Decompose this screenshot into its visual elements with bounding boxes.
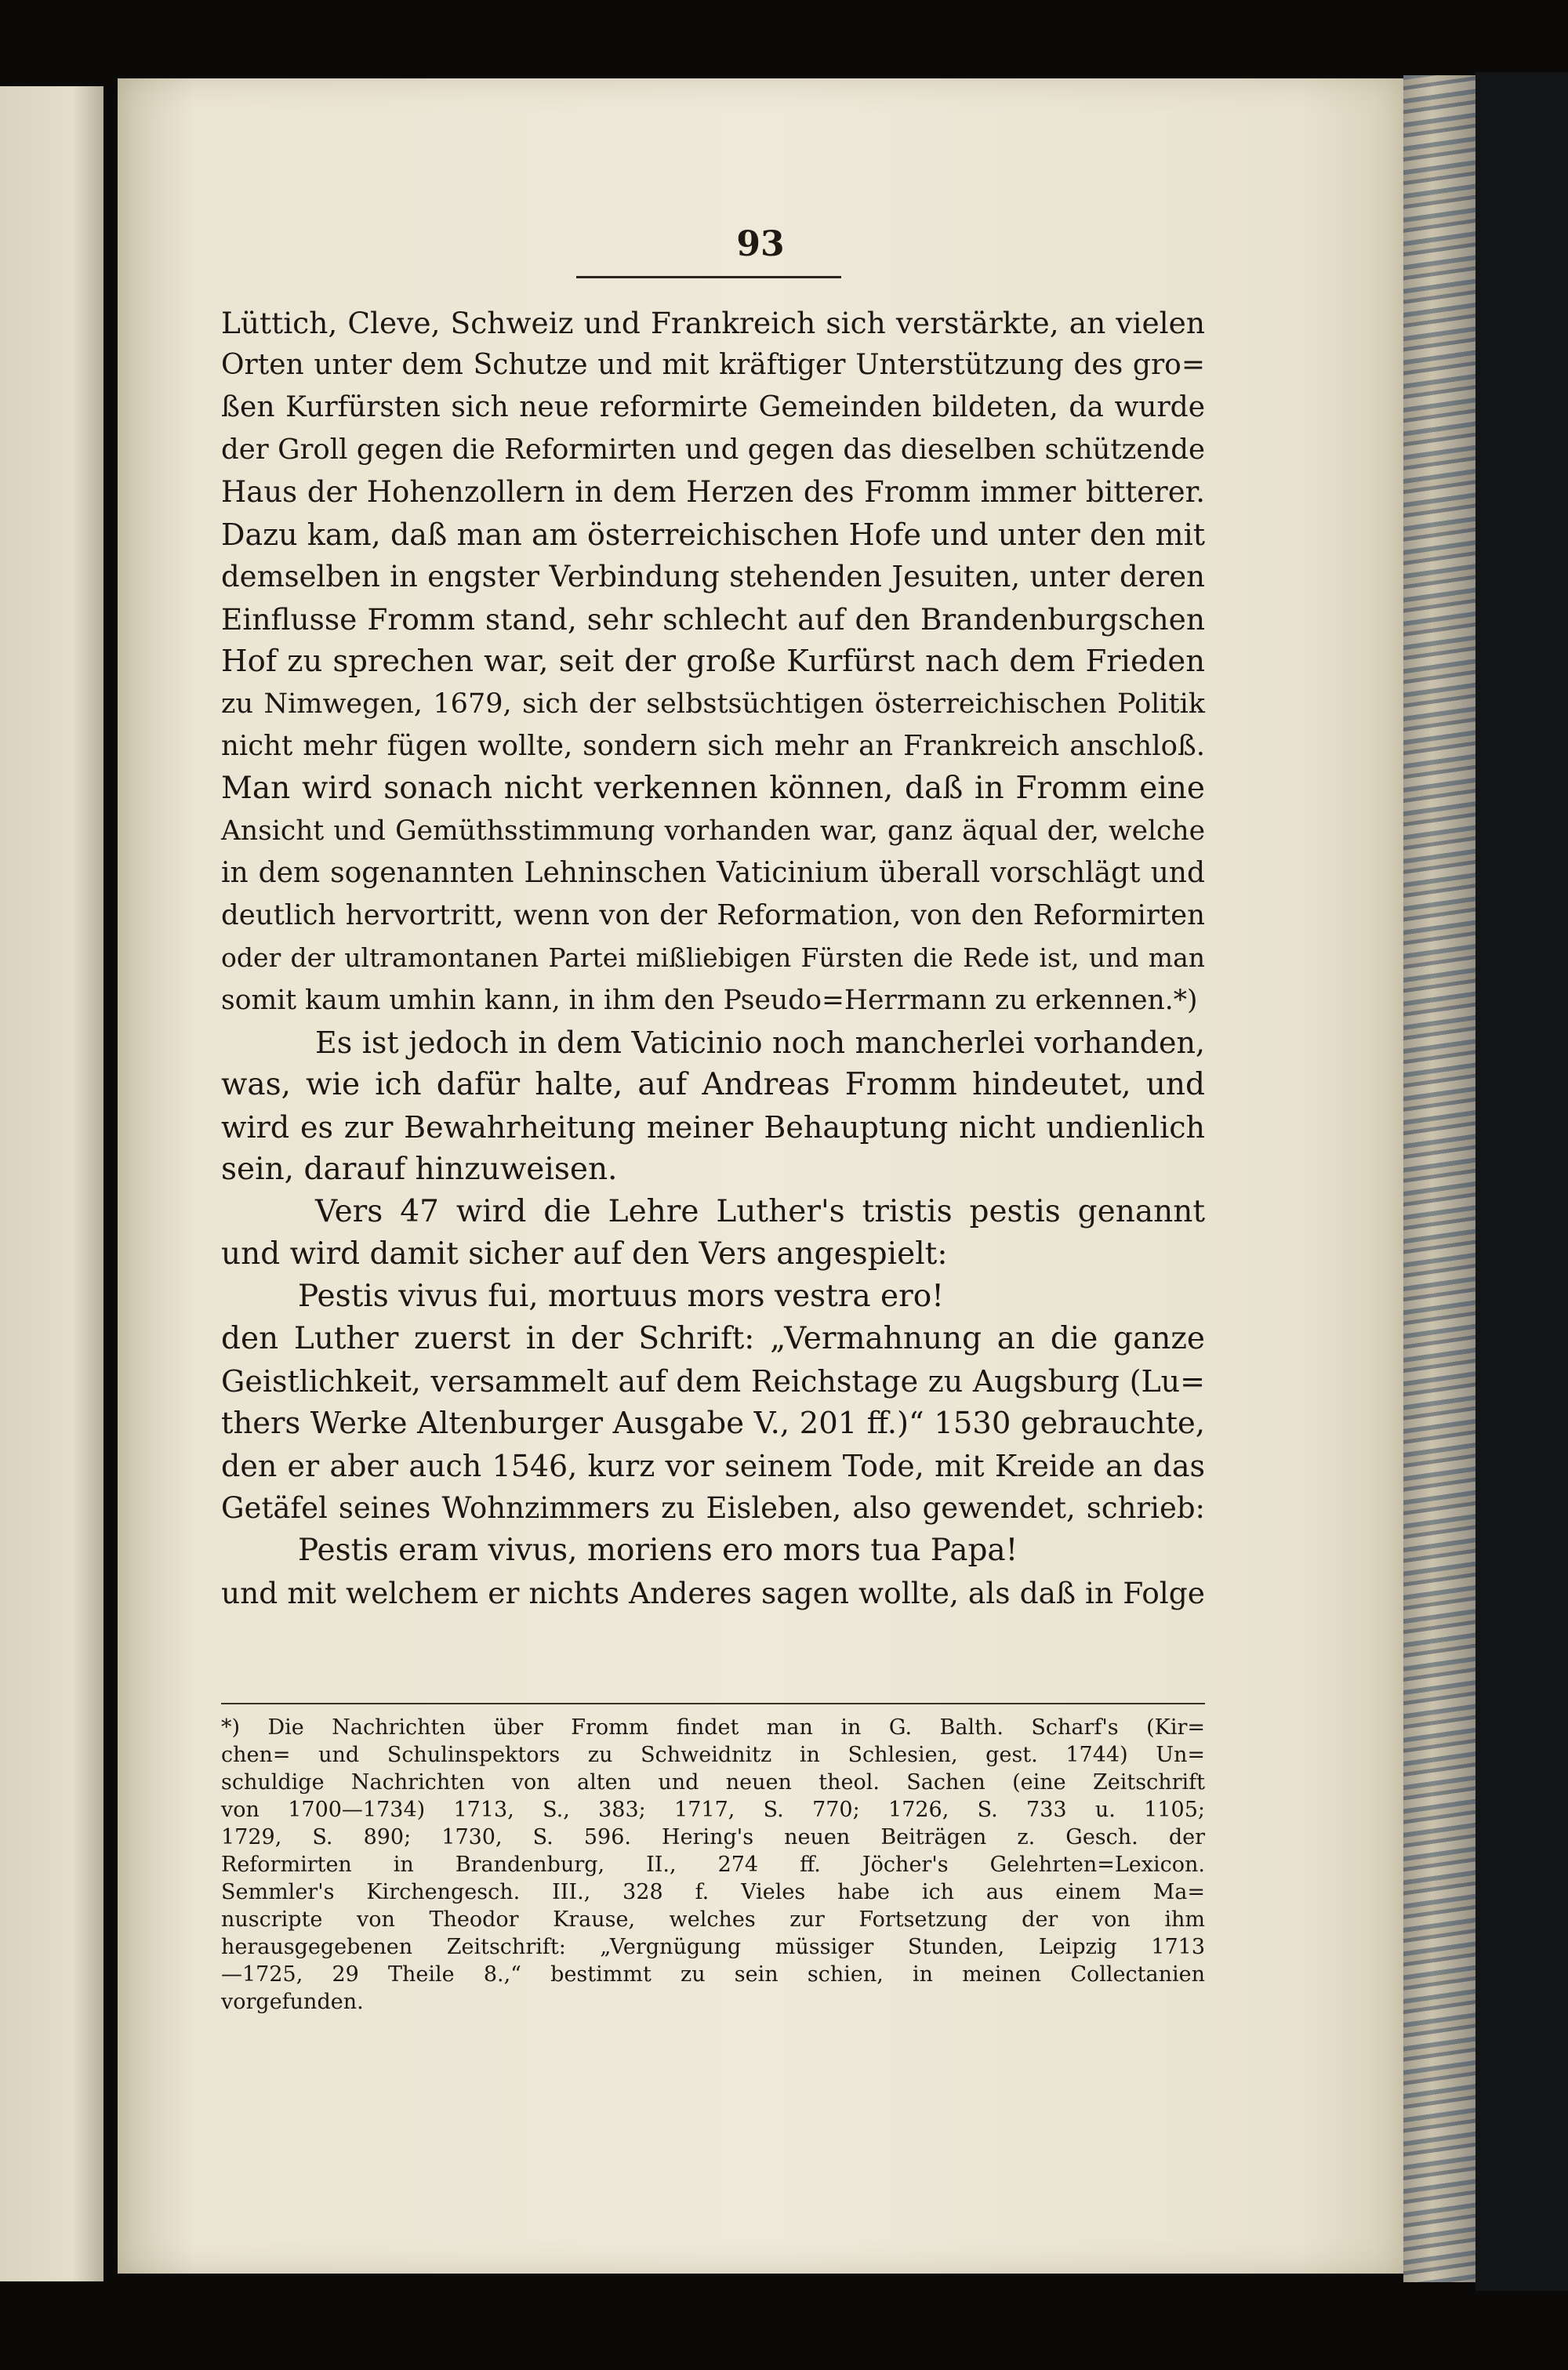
footnote-line: von 1700—1734) 1713, S., 383; 1717, S. 770; 1726, S. 733 u. 1105; bbox=[221, 1798, 1205, 1822]
text-line: Ansicht und Gemüthsstimmung vorhanden war, ganz äqual der, welche bbox=[221, 815, 1205, 847]
footnote-rule bbox=[221, 1703, 1205, 1704]
text-line: wird es zur Bewahrheitung meiner Behauptung nicht undienlich bbox=[221, 1110, 1205, 1145]
footnote-line: herausgegebenen Zeitschrift: „Vergnügung müssiger Stunden, Leipzig 1713 bbox=[221, 1935, 1205, 1959]
text-line: Pestis vivus fui, mortuus mors vestra ero! bbox=[298, 1279, 944, 1314]
marbled-page-edges bbox=[1403, 75, 1475, 2282]
page-number: 93 bbox=[736, 224, 785, 264]
footnote-line: chen= und Schulinspektors zu Schweidnitz in Schlesien, gest. 1744) Un= bbox=[221, 1743, 1205, 1767]
text-line: Lüttich, Cleve, Schweiz und Frankreich sich verstärkte, an vielen bbox=[221, 306, 1205, 340]
text-line: thers Werke Altenburger Ausgabe V., 201 ff.)“ 1530 gebrauchte, bbox=[221, 1406, 1205, 1441]
footnote bbox=[221, 1714, 1205, 2016]
footnote-line: vorgefunden. bbox=[221, 1990, 364, 2014]
footnote-line: *) Die Nachrichten über Fromm findet man in G. Balth. Scharf's (Kir= bbox=[221, 1715, 1205, 1740]
text-line: und wird damit sicher auf den Vers angespielt: bbox=[221, 1236, 948, 1272]
text-line: deutlich hervortritt, wenn von der Reformation, von den Reformirten bbox=[221, 899, 1205, 931]
text-line: sein, darauf hinzuweisen. bbox=[221, 1152, 618, 1187]
text-line: Vers 47 wird die Lehre Luther's tristis pestis genannt bbox=[315, 1194, 1205, 1229]
text-line: und mit welchem er nichts Anderes sagen wollte, als daß in Folge bbox=[221, 1576, 1205, 1610]
text-line: nicht mehr fügen wollte, sondern sich mehr an Frankreich anschloß. bbox=[221, 730, 1205, 762]
text-line: Getäfel seines Wohnzimmers zu Eisleben, also gewendet, schrieb: bbox=[221, 1491, 1205, 1525]
footnote-line: 1729, S. 890; 1730, S. 596. Hering's neuen Beiträgen z. Gesch. der bbox=[221, 1825, 1205, 1849]
footnote-line: schuldige Nachrichten von alten und neuen theol. Sachen (eine Zeitschrift bbox=[221, 1770, 1205, 1795]
text-line: Es ist jedoch in dem Vaticinio noch mancherlei vorhanden, bbox=[315, 1025, 1205, 1060]
footnote-line: nuscripte von Theodor Krause, welches zur Fortsetzung der von ihm bbox=[221, 1907, 1205, 1932]
text-line: Pestis eram vivus, moriens ero mors tua Papa! bbox=[298, 1533, 1018, 1568]
text-line: Einflusse Fromm stand, sehr schlecht auf den Brandenburgschen bbox=[221, 602, 1205, 637]
text-line: den Luther zuerst in der Schrift: „Vermahnung an die ganze bbox=[221, 1321, 1205, 1356]
text-line: der Groll gegen die Reformirten und gegen das dieselben schützende bbox=[221, 434, 1205, 466]
text-line: demselben in engster Verbindung stehenden Jesuiten, unter deren bbox=[221, 560, 1205, 593]
book-cover-edge bbox=[1475, 72, 1568, 2291]
text-line: was, wie ich dafür halte, auf Andreas Fromm hindeutet, und bbox=[221, 1067, 1205, 1102]
text-line: Haus der Hohenzollern in dem Herzen des Fromm immer bitterer. bbox=[221, 475, 1205, 509]
header-rule bbox=[576, 276, 841, 278]
text-line: somit kaum umhin kann, in ihm den Pseudo=Herrmann zu erkennen.*) bbox=[221, 985, 1198, 1016]
text-line: in dem sogenannten Lehninschen Vaticinium überall vorschlägt und bbox=[221, 857, 1205, 889]
text-line: zu Nimwegen, 1679, sich der selbstsüchtigen österreichischen Politik bbox=[221, 688, 1205, 720]
footnote-line: Semmler's Kirchengesch. III., 328 f. Vieles habe ich aus einem Ma= bbox=[221, 1880, 1205, 1904]
text-line: Dazu kam, daß man am österreichischen Hofe und unter den mit bbox=[221, 517, 1205, 552]
text-line: Orten unter dem Schutze und mit kräftiger Unterstützung des gro= bbox=[221, 349, 1205, 381]
footnote-line: Reformirten in Brandenburg, II., 274 ff. Jöcher's Gelehrten=Lexicon. bbox=[221, 1853, 1205, 1877]
text-line: Hof zu sprechen war, seit der große Kurfürst nach dem Frieden bbox=[221, 644, 1205, 679]
footnote-line: —1725, 29 Theile 8.,“ bestimmt zu sein schien, in meinen Collectanien bbox=[221, 1962, 1205, 1987]
body-text bbox=[221, 302, 1205, 1614]
text-line: den er aber auch 1546, kurz vor seinem Tode, mit Kreide an das bbox=[221, 1449, 1205, 1483]
text-line: oder der ultramontanen Partei mißliebigen Fürsten die Rede ist, und man bbox=[221, 942, 1205, 973]
previous-page-edge bbox=[0, 86, 103, 2281]
text-line: ßen Kurfürsten sich neue reformirte Gemeinden bildeten, da wurde bbox=[221, 391, 1205, 423]
text-line: Man wird sonach nicht verkennen können, daß in Fromm eine bbox=[221, 771, 1205, 806]
text-line: Geistlichkeit, versammelt auf dem Reichstage zu Augsburg (Lu= bbox=[221, 1364, 1205, 1399]
